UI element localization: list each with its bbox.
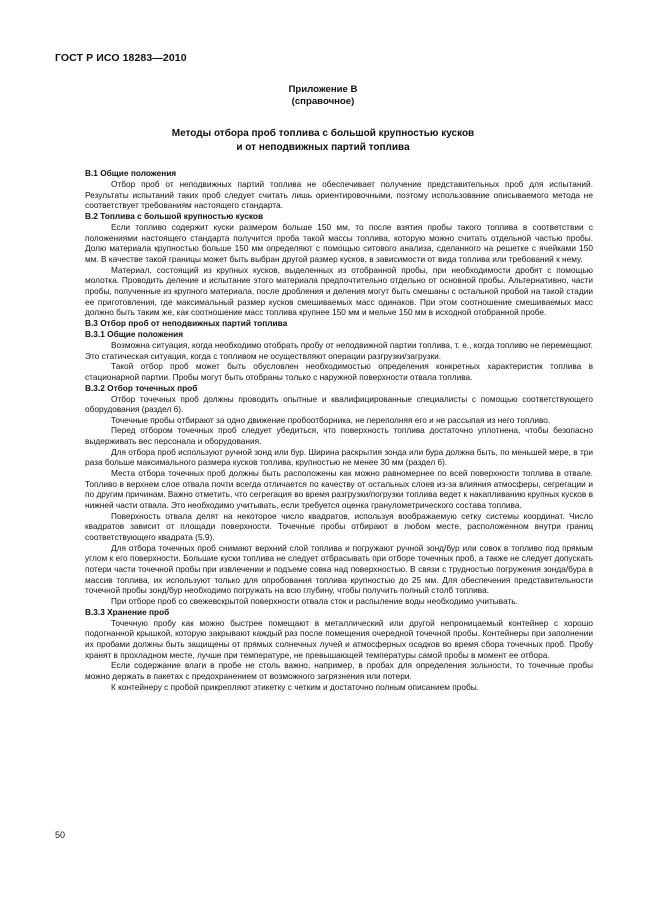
heading-b3: В.3 Отбор проб от неподвижных партий топлива [85,317,288,328]
heading-b33: В.3.3 Хранение проб [85,606,170,617]
paragraph: Отбор точечных проб должны проводить опытные и квалифицированные специалисты с помощью соответствующего оборудования (раздел 6). [85,393,593,415]
paragraph: Для отбора проб используют ручной зонд или бур. Ширина раскрытия зонда или бура должна быть, по меньшей мере, в три раза больше максимального размера кусков топлива, крупностью не менее 30 мм (раздел 6). [85,446,593,468]
annex-type: (справочное) [291,96,355,107]
page-number: 50 [55,830,66,840]
paragraph: Если топливо содержит куски размером больше 150 мм, то после взятия пробы такого топлива в соответствии с положениями настоящего стандарта получится проба такой массы топлива, которую можно считать отдельной частью пробы. Долю материала крупностью больше 150 мм определяют с помощью ситового анализа, сделанного на решетке с ячейками 150 мм. В качестве такой границы может быть выбран другой размер кусков, в зависимости от вида топлива или требований к нему. [85,221,593,264]
paragraph: Отбор проб от неподвижных партий топлива не обеспечивает получение представительных проб для испытаний. Результаты испытаний таких проб следует считать лишь ориентировочными, поэтому использование описываемого метода не соответствует требованиям настоящего стандарта. [85,179,593,211]
standard-header: ГОСТ Р ИСО 18283—2010 [55,52,187,64]
annex-title: Приложение В [288,84,358,95]
paragraph: Точечные пробы отбирают за одно движение пробоотборника, не переполняя его и не рассыпая из него топливо. [111,414,551,425]
paragraph: Если содержание влаги в пробе не столь важно, например, в пробах для определения зольности, то точечные пробы можно держать в пакетах с предохранением от возможного загрязнения или потери. [85,660,593,681]
heading-b2: В.2 Топлива с большой крупностью кусков [85,210,264,221]
paragraph: Материал, состоящий из крупных кусков, выделенных из отобранной пробы, при необходимости дробят с помощью молотка. Проводить деление и испытание этого материала предпочтительно отдельно от основной пробы. Альтернативно, части пробы, полученные из крупного материала, после дробления и деления могут быть смешаны с остальной пробой на такой стадии ее приготовления, где максимальный размер кусков смешиваемых масс одинаков. При этом соотношение смешиваемых масс должно быть таким же, как соотношение масс топлива крупнее 150 мм и мельче 150 мм в исходной отобранной пробе. [85,264,593,318]
paragraph: Точечную пробу как можно быстрее помещают в металлический или другой непроницаемый контейнер с хорошо подогнанной крышкой, которую закрывают каждый раз после помещения очередной точечной пробы. Контейнеры при заполнении их пробами должны быть защищены от прямых солнечных лучей и атмосферных осадков во время сбора точечных проб. Пробу хранят в прохладном месте, лучше при температуре, не превышающей температуры самой пробы в момент ее отбора. [85,617,593,660]
heading-b31: В.3.1 Общие положения [85,328,184,339]
title-line-1: Методы отбора проб топлива с большой крупностью кусков [171,128,475,139]
paragraph: Перед отбором точечных проб следует убедиться, что поверхность топлива достаточно уплотнена, чтобы безопасно выдерживать вес персонала и оборудования. [85,425,593,447]
paragraph: Места отбора точечных проб должны быть расположены как можно равномернее по всей поверхности топлива в отвале. Топливо в верхнем слое отвала почти всегда отличается по качеству от остальных слоев из-за влияния атмосферы, сегрегации и по другим причинам. Важно отметить, что сегрегация во время разгрузки/погрузки топлива ведет к накапливанию крупных кусков в нижней части отвала. Это необходимо учитывать, если требуется оценка гранулометрического состава топлива. [85,468,593,511]
paragraph: К контейнеру с пробой прикрепляют этикетку с четким и достаточно полным описанием пробы. [111,681,480,692]
section-title [0,127,646,155]
heading-b32: В.3.2 Отбор точечных проб [85,382,198,393]
annex-block [0,84,646,108]
paragraph: Поверхность отвала делят на некоторое число квадратов, используя воображаемую сетку системы координат. Число квадратов зависит от площади поверхности. Точечные пробы отбирают в любом месте, расположенном внутри границ соответствующего квадрата (5.9). [85,510,593,543]
heading-b1: В.1 Общие положения [85,168,177,178]
document-body [85,168,593,692]
paragraph: Возможна ситуация, когда необходимо отобрать пробу от неподвижной партии топлива, т. е., когда топливо не перемещают. Это статическая ситуация, когда с топливом не осуществляют операции разгрузки/загрузки. [85,339,593,361]
title-line-2: и от неподвижных партий топлива [236,142,410,153]
paragraph: Для отбора точечных проб снимают верхний слой топлива и погружают ручной зонд/бур или совок в топливо под прямым углом к его поверхности. Большие куски топлива не следует отбрасывать при отборе точечных проб, а также не следует допускать потери части точечной пробы при извлечении и подъеме совка над поверхностью. В связи с трудностью погружения зонда/бура в массив топлива, их используют только для опробования топлива крупностью до 25 мм. Для обеспечения представительности точечной пробы зонд/бур необходимо погружать на всю глубину, чтобы получить полный столб топлива. [85,542,593,596]
paragraph: При отборе проб со свежевскрытой поверхности отвала сток и распыление воды необходимо учитывать. [111,595,518,606]
paragraph: Такой отбор проб может быть обусловлен необходимостью определения конкретных характеристик топлива в стационарной партии. Пробы могут быть отобраны только с наружной поверхности отвала топлива. [85,361,593,382]
